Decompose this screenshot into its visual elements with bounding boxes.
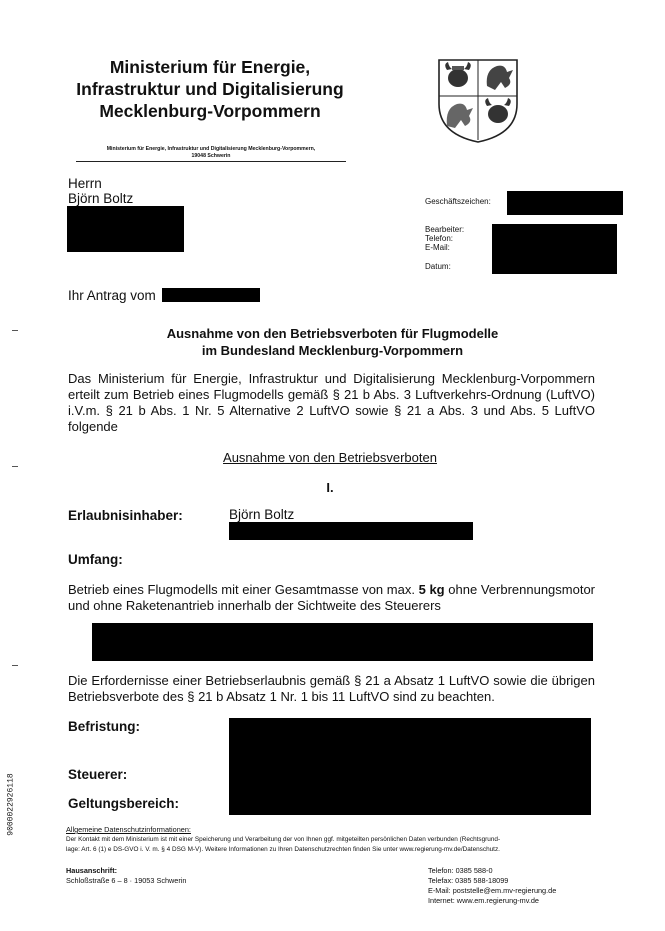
requirements-paragraph: Die Erfordernisse einer Betriebserlaubnis gemäß § 21 a Absatz 1 LuftVO sowie die übrigen Betriebsverbote des § 21 b Absatz 1 Nr. 1 bis 11 LuftVO sind zu beachten.: [68, 673, 595, 704]
redacted-block: [162, 288, 260, 302]
fold-mark: [12, 665, 18, 666]
datum-label: Datum:: [425, 262, 451, 271]
redacted-block: [67, 206, 184, 252]
hausanschrift-label: Hausanschrift:: [66, 866, 118, 875]
section-heading: Ausnahme von den Betriebsverboten: [223, 450, 437, 465]
umfang-label: Umfang:: [68, 552, 123, 567]
hausanschrift-value: Schloßstraße 6 – 8 · 19053 Schwerin: [66, 876, 187, 885]
redacted-block: [229, 718, 591, 815]
umfang-max-mass: 5 kg: [418, 582, 445, 597]
steuerer-label: Steuerer:: [68, 767, 128, 782]
recipient-salutation: Herrn: [68, 176, 102, 191]
ministry-title-line2: Infrastruktur und Digitalisierung: [76, 79, 344, 99]
subject: [130, 325, 535, 359]
geltungsbereich-label: Geltungsbereich:: [68, 796, 180, 811]
redacted-block: [492, 224, 617, 274]
footer-email: E-Mail: poststelle@em.mv-regierung.de: [428, 886, 557, 895]
coat-of-arms-icon: [435, 56, 521, 144]
geschaeftszeichen-label: Geschäftszeichen:: [425, 197, 491, 206]
ministry-title: [60, 56, 360, 122]
email-label: E-Mail:: [425, 243, 450, 252]
datenschutz-title: Allgemeine Datenschutzinformationen:: [66, 825, 191, 834]
sender-line-2: 19048 Schwerin: [191, 153, 231, 159]
umfang-paragraph: [68, 582, 595, 614]
subject-line-2: im Bundesland Mecklenburg-Vorpommern: [201, 343, 464, 358]
redacted-block: [92, 623, 593, 661]
document-code: 9000022926118: [6, 773, 16, 836]
befristung-label: Befristung:: [68, 719, 140, 734]
bearbeiter-label: Bearbeiter:: [425, 225, 465, 234]
erlaubnisinhaber-label: Erlaubnisinhaber:: [68, 508, 183, 523]
recipient-address: [68, 176, 133, 206]
redacted-block: [229, 522, 473, 540]
ministry-title-line3: Mecklenburg-Vorpommern: [99, 101, 321, 121]
sender-line-1: Ministerium für Energie, Infrastruktur und Digitalisierung Mecklenburg-Vorpommern,: [106, 146, 316, 152]
redacted-block: [507, 191, 623, 215]
fold-mark: [12, 330, 18, 331]
footer-internet: Internet: www.em.regierung-mv.de: [428, 896, 539, 905]
subject-line-1: Ausnahme von den Betriebsverboten für Flugmodelle: [166, 326, 499, 341]
datenschutz-line-1: Der Kontakt mit dem Ministerium ist mit einer Speicherung und Verarbeitung der von Ihnen ggf. mitgeteilten persönlichen Daten verbunden (Rechtsgrund-: [66, 836, 501, 843]
intro-paragraph: Das Ministerium für Energie, Infrastruktur und Digitalisierung Mecklenburg-Vorpommern erteilt zum Betrieb eines Flugmodells gemäß § 21 b Abs. 3 Luftverkehrs-Ordnung (LuftVO) i.V.m. § 21 b Abs. 1 Nr. 5 Alternative 2 LuftVO sowie § 21 a Abs. 3 und Abs. 5 LuftVO folgende: [68, 371, 595, 434]
footer-contact: [428, 866, 556, 906]
umfang-text-before: Betrieb eines Flugmodells mit einer Gesamtmasse von max.: [68, 582, 419, 597]
footer-telefax: Telefax: 0385 588-18099: [428, 876, 509, 885]
datenschutz-line-2: lage: Art. 6 (1) e DS-GVO i. V. m. § 4 DSG M-V). Weitere Informationen zu Ihren Datenschutzrechten finden Sie unter www.regierung-mv.de/Datenschutz.: [66, 846, 500, 853]
datenschutz-text: [66, 835, 606, 855]
erlaubnisinhaber-value: Björn Boltz: [229, 507, 295, 522]
telefon-label: Telefon:: [425, 234, 454, 243]
section-number: I.: [326, 480, 334, 495]
ministry-title-line1: Ministerium für Energie,: [109, 57, 311, 77]
umfang-text-after: ohne Verbrennungsmotor und ohne Raketenantrieb innerhalb der Sichtweite des Steuerers: [68, 582, 596, 613]
fold-mark: [12, 466, 18, 467]
antrag-label: Ihr Antrag vom: [68, 288, 156, 303]
sender-address-line: [76, 146, 346, 162]
recipient-name: Björn Boltz: [68, 191, 134, 206]
footer-telefon: Telefon: 0385 588-0: [428, 866, 493, 875]
